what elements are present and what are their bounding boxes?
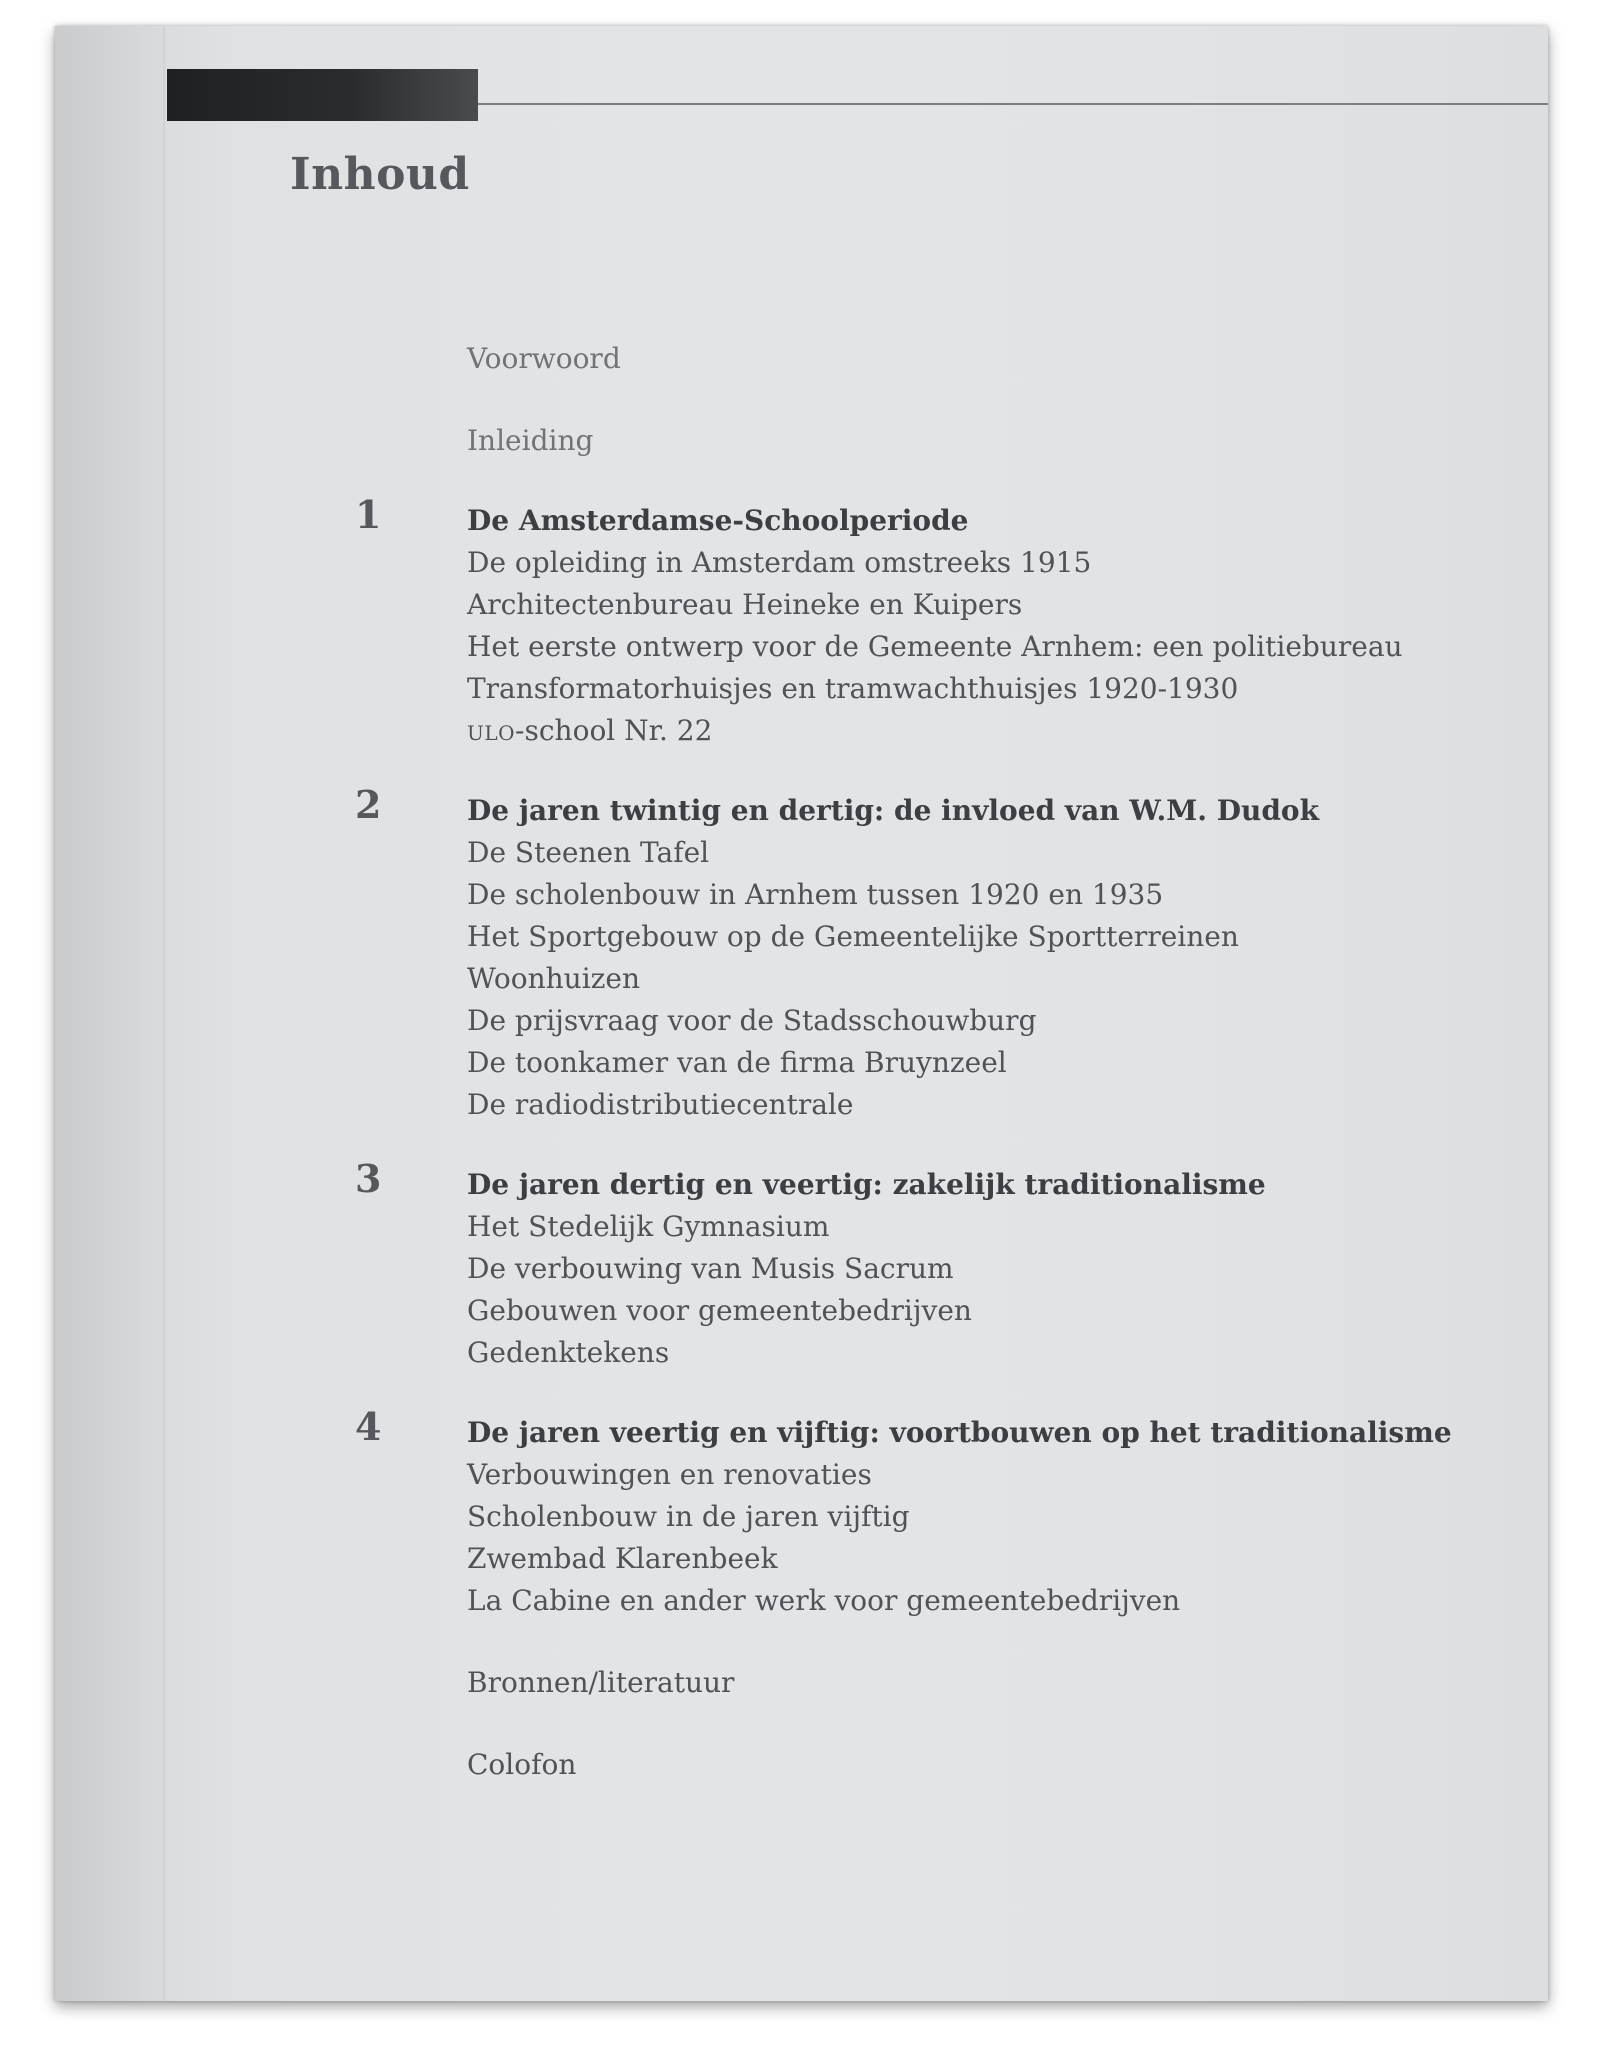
toc-section: Scholenbouw in de jaren vijftig	[467, 1500, 910, 1533]
toc-entry-colofon: Colofon	[467, 1748, 577, 1781]
chapter-title: De jaren twintig en dertig: de invloed van W.M. Dudok	[467, 794, 1320, 827]
chapter-number: 1	[355, 492, 382, 537]
toc-section: Het Sportgebouw op de Gemeentelijke Sportterreinen	[467, 920, 1239, 953]
toc-section: Zwembad Klarenbeek	[467, 1542, 778, 1575]
toc-entry-voorwoord: Voorwoord	[467, 342, 621, 375]
toc-section: De prijsvraag voor de Stadsschouwburg	[467, 1004, 1037, 1037]
toc-section: Het eerste ontwerp voor de Gemeente Arnhem: een politiebureau	[467, 630, 1403, 663]
toc-section: De toonkamer van de firma Bruynzeel	[467, 1046, 1007, 1079]
toc-section: Het Stedelijk Gymnasium	[467, 1210, 830, 1243]
chapter-number: 4	[355, 1404, 382, 1449]
page-title: Inhoud	[290, 149, 470, 200]
chapter-heading-3	[355, 1156, 1535, 1206]
toc-section: Woonhuizen	[467, 962, 641, 995]
toc-section: Architectenbureau Heineke en Kuipers	[467, 588, 1023, 621]
ulo-suffix: -school Nr. 22	[515, 714, 713, 747]
toc-entry-bronnen: Bronnen/literatuur	[467, 1666, 735, 1699]
toc-section: Gedenktekens	[467, 1336, 670, 1369]
toc-section: De verbouwing van Musis Sacrum	[467, 1252, 954, 1285]
toc-section: Transformatorhuisjes en tramwachthuisjes 1920-1930	[467, 672, 1239, 705]
toc-section: Gebouwen voor gemeentebedrijven	[467, 1294, 972, 1327]
book-page	[55, 26, 1548, 2001]
chapter-heading-1	[355, 492, 1535, 542]
toc-section: De radiodistributiecentrale	[467, 1088, 854, 1121]
chapter-title: De jaren dertig en veertig: zakelijk traditionalisme	[467, 1168, 1266, 1201]
page-gutter	[55, 26, 165, 2001]
chapter-title: De Amsterdamse-Schoolperiode	[467, 504, 969, 537]
toc-entry-inleiding: Inleiding	[467, 424, 594, 457]
chapter-number: 2	[355, 782, 382, 827]
toc-section: De scholenbouw in Arnhem tussen 1920 en 1935	[467, 878, 1164, 911]
chapter-heading-2	[355, 782, 1535, 832]
chapter-number: 3	[355, 1156, 382, 1201]
gutter-shadow	[163, 26, 166, 2001]
toc-section: Verbouwingen en renovaties	[467, 1458, 872, 1491]
toc-section: De Steenen Tafel	[467, 836, 710, 869]
toc-section-ulo	[355, 710, 1535, 752]
chapter-heading-4	[355, 1404, 1535, 1454]
ulo-abbreviation: ulo	[467, 714, 516, 747]
toc-section: La Cabine en ander werk voor gemeentebedrijven	[467, 1584, 1181, 1617]
chapter-title: De jaren veertig en vijftig: voortbouwen op het traditionalisme	[467, 1416, 1452, 1449]
header-bar	[167, 69, 478, 121]
table-of-contents	[355, 338, 1535, 1786]
toc-section: De opleiding in Amsterdam omstreeks 1915	[467, 546, 1092, 579]
